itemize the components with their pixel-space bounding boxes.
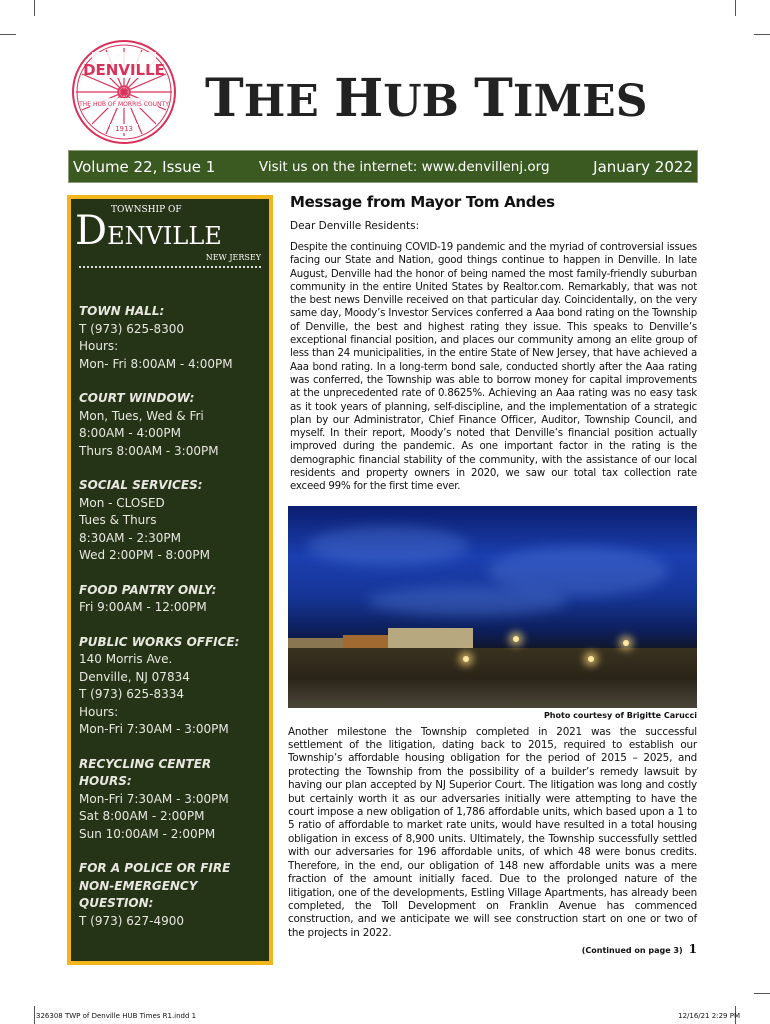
photo-credit: Photo courtesy of Brigitte Carucci bbox=[543, 710, 697, 720]
section-line: 140 Morris Ave. bbox=[79, 652, 173, 666]
section-line: 8:30AM - 2:30PM bbox=[79, 530, 182, 545]
title-part: HE bbox=[243, 76, 335, 127]
section-line: T (973) 625-8300 bbox=[79, 321, 184, 336]
sidebar-section bbox=[71, 477, 269, 565]
section-heading: SOCIAL SERVICES: bbox=[79, 478, 203, 492]
logo-township-of: TOWNSHIP OF bbox=[111, 205, 182, 215]
section-line: Sun 10:00AM - 2:00PM bbox=[79, 826, 216, 841]
section-heading: COURT WINDOW: bbox=[79, 391, 195, 405]
title-letter: H bbox=[334, 68, 384, 129]
title-part: UB bbox=[383, 76, 475, 127]
salutation: Dear Denville Residents: bbox=[290, 220, 420, 232]
section-line: Denville, NJ 07834 bbox=[79, 669, 190, 684]
logo-state: NEW JERSEY bbox=[205, 253, 261, 262]
sidebar-section bbox=[71, 582, 269, 617]
crop-mark bbox=[34, 0, 35, 16]
page-number: 1 bbox=[688, 942, 697, 957]
crop-mark bbox=[754, 993, 770, 994]
main-column bbox=[288, 193, 697, 958]
section-line: Fri 9:00AM - 12:00PM bbox=[79, 600, 207, 614]
crop-mark bbox=[735, 0, 736, 16]
section-line: Mon- Fri 8:00AM - 4:00PM bbox=[79, 356, 233, 371]
logo-divider bbox=[79, 266, 261, 268]
crop-mark bbox=[754, 34, 770, 35]
print-slug: 326308 TWP of Denville HUB Times R1.indd 1 bbox=[36, 1012, 197, 1020]
logo-name: DENVILLE bbox=[75, 208, 222, 254]
section-heading: TOWN HALL: bbox=[79, 304, 165, 318]
downtown-night-photo bbox=[288, 506, 697, 708]
print-timestamp: 12/16/21 2:29 PM bbox=[678, 1012, 740, 1020]
sidebar-section bbox=[71, 860, 269, 930]
issue-date: January 2022 bbox=[593, 157, 693, 176]
section-heading: FOOD PANTRY ONLY: bbox=[79, 582, 217, 597]
contact-sidebar bbox=[67, 195, 273, 965]
section-line: Mon, Tues, Wed & Fri bbox=[79, 408, 204, 423]
section-line: Sat 8:00AM - 2:00PM bbox=[79, 809, 205, 823]
section-line: T (973) 625-8334 bbox=[79, 687, 184, 701]
crop-mark bbox=[0, 34, 16, 35]
issue-header-bar bbox=[68, 150, 698, 183]
newsletter-title bbox=[205, 68, 647, 129]
title-letter: T bbox=[205, 68, 244, 129]
denville-seal-logo bbox=[70, 38, 178, 146]
section-line: Mon-Fri 7:30AM - 3:00PM bbox=[79, 791, 229, 806]
crop-mark bbox=[34, 1006, 35, 1024]
title-part: IMES bbox=[512, 76, 648, 127]
section-line: Wed 2:00PM - 8:00PM bbox=[79, 548, 211, 562]
section-line: Tues & Thurs bbox=[79, 513, 157, 527]
svg-text:1913: 1913 bbox=[115, 125, 133, 133]
section-heading: RECYCLING CENTER HOURS: bbox=[79, 756, 212, 788]
sidebar-section bbox=[71, 756, 269, 844]
svg-text:THE HUB OF MORRIS COUNTY: THE HUB OF MORRIS COUNTY bbox=[79, 101, 169, 108]
article-title: Message from Mayor Tom Andes bbox=[290, 193, 555, 211]
issue-volume: Volume 22, Issue 1 bbox=[73, 157, 216, 176]
section-line: Hours: bbox=[79, 704, 119, 719]
section-line: 8:00AM - 4:00PM bbox=[79, 426, 182, 440]
svg-text:DENVILLE: DENVILLE bbox=[83, 61, 165, 79]
section-heading: FOR A POLICE OR FIRE NON-EMERGENCY QUESTION: bbox=[79, 861, 231, 910]
section-heading: PUBLIC WORKS OFFICE: bbox=[79, 634, 240, 649]
section-line: Mon - CLOSED bbox=[79, 495, 165, 510]
section-line: T (973) 627-4900 bbox=[79, 913, 184, 928]
sidebar-section bbox=[71, 390, 269, 460]
section-line: Thurs 8:00AM - 3:00PM bbox=[79, 443, 219, 458]
article-paragraph: Despite the continuing COVID-19 pandemic and the myriad of controversial issues facing our State and Nation, good things continue to happen in Denville. In late August, Denville had the honor of being named the most family-friendly suburban community in the entire United States by Realtor.com. Remarkably, that was not the best news Denville received on that particular day. Coincidentally, on the very same day, Moody’s Investor Services conferred a Aaa bond rating on the Township of Denville, the best and highest rating they issue. This speaks to Denville’s exceptional financial position, and places our community among an elite group of less than 24 municipalities, in the entire State of New Jersey, that have achieved a Aaa bond rating. In a long-term bond sale, conducted shortly after the Aaa rating was conferred, the Township was able to borrow money for capital improvements at the unprecedented rate of 0.8625%. Achieving an Aaa rating was no easy task as it took years of planning, self-discipline, and the implementation of a strategic plan by our Administrator, Chief Finance Officer, Auditor, Township Council, and myself. In their report, Moody’s noted that Denville’s financial position actually improved during the pandemic. As one important factor in the rating is the demographic financial stability of the community, with the assistance of our local residents and property owners in 2020, we saw our total tax collection rate exceed 99% for the first time ever. bbox=[290, 242, 697, 493]
website-link[interactable]: Visit us on the internet: www.denvillenj.org bbox=[258, 158, 550, 175]
township-logo bbox=[71, 199, 269, 273]
title-letter: T bbox=[474, 68, 513, 129]
sidebar-sections bbox=[71, 303, 269, 930]
section-line: Hours: bbox=[79, 339, 119, 353]
continued-note[interactable]: (Continued on page 3) bbox=[581, 946, 683, 956]
article-paragraph: Another milestone the Township completed in 2021 was the successful settlement of the litigation, dating back to 2015, required to establish our Township’s affordable housing obligation for the period of 2015 – 2025, and protecting the Township from the possibility of a builder’s remedy lawsuit by having our plan accepted by NJ Superior Court. The litigation was long and costly but certainly worth it as our adversaries initially were attempting to have the court impose a new obligation of 1,786 affordable units, which based upon a 1 to 5 ratio of affordable to market rate units, would have resulted in a total housing obligation in excess of 8,900 units. Ultimately, the Township successfully settled with our adversaries for 196 affordable units, of which 48 were bonus credits. Therefore, in the end, our obligation of 148 new affordable units was a mere fraction of the amount initially faced. Due to the prolonged nature of the litigation, one of the developments, Estling Village Apartments, has already been completed, the Toll Development on Franklin Avenue has commenced construction, and we anticipate we will see construction start on one or two of the projects in 2022. bbox=[288, 725, 697, 939]
sidebar-section bbox=[71, 303, 269, 373]
section-line: Mon-Fri 7:30AM - 3:00PM bbox=[79, 722, 229, 736]
sidebar-section bbox=[71, 634, 269, 739]
article-footer bbox=[288, 941, 697, 958]
